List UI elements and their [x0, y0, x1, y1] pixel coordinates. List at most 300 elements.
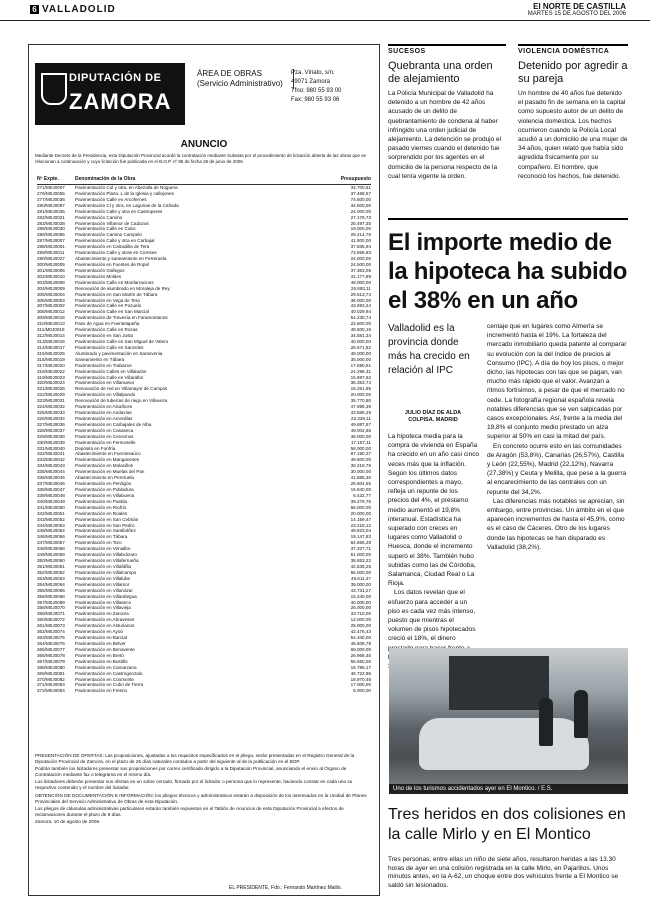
- row-budget: 23.215,12: [350, 522, 371, 528]
- row-name: Pavimentación Col y otra, en Abezalla de Noguera: [75, 185, 178, 190]
- row-budget: 17.157,11: [350, 439, 371, 445]
- row-name: Pavimentación en San Pedro: [75, 522, 135, 528]
- row-name: Pavimentación en Pobladura: [75, 487, 134, 493]
- row-number: 277/M0J0036: [37, 196, 65, 202]
- row-name: Pavimentación Calle y otra en Carbajal: [75, 238, 155, 244]
- photo-caption: Uno de los turismos accidentados ayer en El Montico. / E.S.: [389, 784, 628, 794]
- row-name: Pavimentación en Villabuena: [75, 492, 135, 498]
- row-name: Pavimentación Calles en Villalazán: [75, 368, 147, 374]
- row-budget: 40.000,00: [350, 599, 371, 605]
- newspaper-name: El NORTE DE CASTILLA: [533, 2, 626, 11]
- row-name: Pavimentación en Coomonte: [75, 676, 134, 682]
- person-shape: [539, 698, 553, 746]
- main-subhead: Valladolid es la provincia donde más ha crecido en relación al IPC: [388, 323, 470, 376]
- row-name: Renovación de alumbrado en Moraleja de Rey: [75, 285, 170, 291]
- row-number: 368/M0J0080: [37, 664, 65, 670]
- area-title: ÁREA DE OBRAS: [197, 69, 262, 78]
- row-number: 353/M0J0063: [37, 575, 65, 581]
- row-budget: 34.700,61: [350, 185, 371, 190]
- row-name: Pavimentación en Bustillo: [75, 658, 128, 664]
- row-name: Pavimentación Calle en Cubo: [75, 226, 136, 232]
- row-number: 281/M0J0035: [37, 208, 65, 214]
- row-number: 354/M0J0064: [37, 581, 65, 587]
- row-number: 321/M0J0026: [37, 386, 65, 392]
- row-name: Depósito en Fonfría: [75, 445, 116, 451]
- row-budget: 54.230,74: [350, 315, 371, 321]
- row-number: 276/M0J0055: [37, 190, 65, 196]
- story1-body: La Policía Municipal de Valladolid ha detenido a un hombre de 42 años acusado de un delito de quebrantamiento de condena al haber infringido una orden judicial de alejamiento. La detención se produjo el pasado viernes cuando el detenido fue sorprendido por los agentes en el domicilio de la persona respecto de la cual tenía vigente la orden.: [388, 90, 502, 180]
- row-budget: 25.000,00: [350, 623, 371, 629]
- row-budget: 24.298,31: [350, 368, 371, 374]
- row-budget: 39.000,00: [350, 581, 371, 587]
- area-subtitle: (Servicio Administrativo): [197, 79, 283, 88]
- row-name: Alumbrado y pavimentación en Santovenia: [75, 350, 163, 356]
- row-budget: 25.604,55: [350, 481, 371, 487]
- row-number: 310/M0J0013: [37, 321, 65, 327]
- row-number: 348/M0J0058: [37, 546, 65, 552]
- row-number: 304/M0J0009: [37, 285, 65, 291]
- row-number: 343/M0J0052: [37, 516, 65, 522]
- row-name: Pavimentación en Villabrázaro: [75, 552, 137, 558]
- row-name: Pavimentación Calle en San Marcial: [75, 309, 149, 315]
- notice-paragraph: PRESENTACIÓN DE OFERTAS: Las proposiciones, ajustadas a los requisitos especificados en el pliego, serán presentadas en el Registro General de la Diputación Provincial de Zamora, en el plazo de 26 días naturales contados a partir del siguiente al de la publicación en el BOP.: [35, 753, 355, 765]
- row-name: Pavimentación en Villalcampo: [75, 569, 137, 575]
- row-budget: 49.611,47: [350, 575, 371, 581]
- row-budget: 54.340,00: [350, 635, 371, 641]
- works-table: [37, 185, 371, 694]
- row-budget: 37.835,94: [350, 244, 371, 250]
- row-name: Pavimentación en Cubo de Tierra: [75, 682, 144, 688]
- row-budget: 15.697,62: [350, 374, 371, 380]
- row-name: Paso de Agua en Fuentelapeña: [75, 321, 140, 327]
- row-number: 286/M0J0065: [37, 232, 65, 238]
- row-number: 308/M0J0012: [37, 309, 65, 315]
- row-number: 312/M0J0014: [37, 333, 65, 339]
- row-name: Pavimentación en Benavente: [75, 646, 135, 652]
- row-number: 372/M0J0084: [37, 688, 65, 694]
- row-name: Pavimentación en Belver: [75, 640, 126, 646]
- main-col2-p2: En concreto ocurre esto en las comunidades de Aragón (53,8%), Canarias (26,57%), Castilla y León (22,55%), Madrid (22,12%), Navarra (27,38%) y Ceuta y Melilla, que pese a la guerra al encarecimiento de las centrales con un repunte del 34,2%.: [487, 442, 627, 496]
- row-name: Pavimentación Villamor de Cadozos: [75, 220, 149, 226]
- row-budget: 55.550,00: [350, 658, 371, 664]
- row-budget: 26.000,00: [350, 605, 371, 611]
- row-budget: 41.585,30: [350, 475, 371, 481]
- story2-headline: Detenido por agredir a su pareja: [518, 60, 628, 85]
- row-name: Pavimentación en Villaferrueña: [75, 558, 139, 564]
- truck-shape: [449, 656, 549, 710]
- row-number: 327/M0J0036: [37, 421, 65, 427]
- row-name: Renovación de red en Villamayor de Campos: [75, 386, 168, 392]
- row-name: Pavimentación Moldes: [75, 273, 122, 279]
- issue-date: MARTES 15 DE AGOSTO DEL 2006: [527, 11, 626, 17]
- row-number: 357/M0J0069: [37, 599, 65, 605]
- row-name: Pavimentación en Villavieja: [75, 605, 131, 611]
- row-name: Pavimentación Camino Campelo: [75, 232, 142, 238]
- row-budget: 25.497,35: [350, 220, 371, 226]
- row-number: 349/M0J0059: [37, 552, 65, 558]
- row-budget: 48.000,00: [350, 279, 371, 285]
- row-budget: 49.887,57: [350, 421, 371, 427]
- row-number: 288/M0J0001: [37, 244, 65, 250]
- row-number: 345/M0J0054: [37, 528, 65, 534]
- row-name: Pavimentación en Riofrío: [75, 504, 127, 510]
- row-name: Pavimentación en Cerecinos: [75, 433, 134, 439]
- row-name: Pavimentación en Bretó: [75, 652, 124, 658]
- row-budget: 39.218,76: [350, 463, 371, 469]
- row-name: Pavimentación en Fuentes de Ropel: [75, 261, 150, 267]
- row-name: Pavimentación en Barcial: [75, 635, 127, 641]
- row-name: Pavimentación en Ayoó: [75, 629, 123, 635]
- row-name: Pavimentación en Molacillos: [75, 463, 133, 469]
- byline-city: COLPISA. MADRID: [408, 417, 458, 423]
- main-col2-p1: centaje que en lugares como Almería se incrementó hasta el 19%. La fortaleza del mercado inmobiliario queda patente al comparar su evolución con la del índice de precios al Consumo (IPC). A día de hoy los pisos, o mejor dicho, las hipotecas con las que se pagan, van mucho más rápido que el valor. Avanzan a ritmos fortísimos, a pesar de que el mercado no cede. La fotografía regional española revela notables diferencias que se ven salpicadas por casos excepcionales. Así, frente a la media del 19,8% el conjunto medio prestado un alza superior al 50% en casi la mitad del país.: [487, 323, 627, 441]
- col-header-number: Nº Expte.: [37, 176, 59, 182]
- row-name: Pavimentación en Zamora: [75, 611, 129, 617]
- row-number: 282/M0J0021: [37, 214, 65, 220]
- row-budget: 37.468,57: [350, 190, 371, 196]
- row-name: Pavimentación en Camarzana: [75, 664, 137, 670]
- row-budget: 42.536,25: [350, 564, 371, 569]
- row-name: Pavimentación en Castrogonzalo: [75, 670, 143, 676]
- row-name: Pavimentación Calle en Sanzoles: [75, 344, 144, 350]
- row-budget: 49.823,04: [350, 528, 371, 534]
- row-name: Pavimentación en San Martín de Tábara: [75, 291, 158, 297]
- row-budget: 27.179,73: [350, 214, 371, 220]
- table-row: [37, 688, 371, 694]
- row-name: Pavimentación en Perdigón: [75, 481, 132, 487]
- row-name: Pavimentación Camino: [75, 214, 123, 220]
- row-number: 306/M0J0003: [37, 297, 65, 303]
- row-budget: 35.770,80: [350, 398, 371, 404]
- row-budget: 38.653,22: [350, 558, 371, 564]
- row-number: 283/M0J0028: [37, 220, 65, 226]
- row-name: Pavimentación Calle en Arcofernes: [75, 196, 147, 202]
- row-name: Pavimentación en Andavías: [75, 410, 132, 416]
- row-number: 360/M0J0072: [37, 617, 65, 623]
- logo-line-1: DIPUTACIÓN DE: [69, 72, 162, 84]
- notice-intro: Mediante Decreto de la Presidencia, esta Diputación Provincial acordó la contratación mediante Subasta por el procedimiento de licitación abierta de las obras que se relacionan a continuación y cuyo licitación fue publicada en el B.O.P. nº 85 de fecha 26 de junio de 2006.: [35, 153, 366, 164]
- row-number: 365/M0J0077: [37, 646, 65, 652]
- row-number: 315/M0J0025: [37, 350, 65, 356]
- row-name: Pavimentación Calle en Monfarracinos: [75, 279, 154, 285]
- row-budget: 22.600,00: [350, 321, 371, 327]
- row-budget: 17.000,00: [350, 682, 371, 688]
- row-number: 356/M0J0068: [37, 593, 65, 599]
- row-name: Pavimentación en Roales: [75, 510, 128, 516]
- row-number: 362/M0J0074: [37, 629, 65, 635]
- row-budget: 24.000,00: [350, 208, 371, 214]
- notice-paragraph: OBTENCIÓN DE DOCUMENTACIÓN E INFORMACIÓN: los pliegos técnicos y administrativos estarán a disposición de los interesados en la Unidad de Planes Provinciales del Servicio Administrativo de Obras de esta Diputación.: [35, 792, 367, 804]
- row-number: 334/M0J0043: [37, 463, 65, 469]
- row-budget: 84.656,29: [350, 540, 371, 546]
- row-name: Pavimentación Plaza. L de la Iglesia y callejones: [75, 190, 174, 196]
- row-budget: 29.613,74: [350, 291, 371, 297]
- row-budget: 19.000,00: [350, 226, 371, 232]
- row-budget: 55.000,00: [350, 569, 371, 575]
- main-col2-p3: Las diferencias más notables se aprecian, sin embargo, entre provincias. Un ámbito en el que aparecen incrementos de hasta el 45,9%, como es el caso de Cáceres. Otro de los lugares donde las hipotecas se han disparado es Valladolid (38,2%).: [487, 497, 625, 551]
- row-budget: 74.600,00: [350, 196, 371, 202]
- contact-line: Fax: 980 55 93 06: [291, 97, 340, 103]
- row-number: 364/M0J0076: [37, 640, 65, 646]
- row-number: 307/M0J0002: [37, 303, 65, 309]
- row-budget: 45.608,78: [350, 640, 371, 646]
- row-number: 287/M0J0007: [37, 238, 65, 244]
- car-shape: [419, 718, 589, 770]
- row-number: 370/M0J0082: [37, 676, 65, 682]
- row-budget: 49.600,00: [350, 457, 371, 463]
- row-budget: 20.000,00: [350, 510, 371, 516]
- row-number: 285/M0J0030: [37, 226, 65, 232]
- row-name: Pavimentación en Arcenillas: [75, 415, 133, 421]
- row-budget: 12.000,00: [350, 617, 371, 623]
- row-budget: 67.190,37: [350, 451, 371, 457]
- row-name: Pavimentación Cl y otra, en Lagunas de la Cañada: [75, 202, 179, 208]
- row-budget: 6.432,77: [353, 492, 371, 498]
- row-budget: 49.002,66: [350, 427, 371, 433]
- diputacion-logo: [35, 63, 185, 125]
- row-budget: 18.970,46: [350, 676, 371, 682]
- row-name: Pavimentación en Puebla: [75, 498, 128, 504]
- row-budget: 24.500,00: [350, 261, 371, 267]
- story3-lead: Tres personas, entre ellas un niño de siete años, resultaron heridas a las 13.30 horas de ayer en una colisión registrada en la calle Mirlo, en Pajarillos. Unos minutos antes, en la A-62, un choque entre dos vehículos frente a El Montico se saldó sin lesionados.: [388, 856, 619, 889]
- row-budget: 15.789,17: [350, 664, 371, 670]
- row-number: 342/M0J0051: [37, 510, 65, 516]
- section-title: VALLADOLID: [42, 4, 116, 15]
- row-name: Pavimentación en Venialbo: [75, 546, 131, 552]
- row-budget: 37.327,71: [350, 546, 371, 552]
- row-name: Pavimentación en Carbajales de Alba: [75, 421, 152, 427]
- row-budget: 43.689,29: [350, 410, 371, 416]
- row-name: Pavimentación Calle en San Miguel de Valero: [75, 338, 169, 344]
- col-header-name: Denominación de la Obra: [75, 176, 136, 182]
- row-number: 289/M0J0011: [37, 250, 65, 256]
- contact-line: Tfno: 980 55 93 00: [291, 88, 342, 94]
- row-budget: 49.500,16: [350, 327, 371, 333]
- row-name: Pavimentación en Fresno: [75, 688, 128, 694]
- story3-headline: Tres heridos en dos colisiones en la calle Mirlo y en El Montico: [388, 806, 626, 843]
- row-name: Abastecimiento en Fuentesaúco: [75, 451, 141, 457]
- row-budget: 30.000,00: [350, 469, 371, 475]
- notice-title: ANUNCIO: [180, 139, 228, 150]
- row-number: 361/M0J0073: [37, 623, 65, 629]
- main-headline: El importe medio de la hipoteca ha subido el 38% en un año: [388, 229, 628, 314]
- row-budget: 47.996,39: [350, 404, 371, 410]
- row-number: 326/M0J0034: [37, 415, 65, 421]
- row-number: 366/M0J0078: [37, 652, 65, 658]
- row-number: 322/M0J0029: [37, 392, 65, 398]
- notice-conditions: [35, 753, 373, 826]
- row-name: Pavimentación en Villafáfila: [75, 564, 132, 569]
- row-name: Abastecimiento en Pereruela: [75, 475, 134, 481]
- row-number: 351/M0J0061: [37, 564, 65, 569]
- row-number: 319/M0J0023: [37, 374, 65, 380]
- row-name: Pavimentación en San Cebrián: [75, 516, 139, 522]
- row-number: 317/M0J0020: [37, 362, 65, 368]
- row-name: Pavimentación en Calzadilla de Tera: [75, 244, 150, 250]
- row-budget: 56.000,00: [350, 504, 371, 510]
- row-budget: 15.251,95: [350, 386, 371, 392]
- row-budget: 26.693,11: [350, 285, 371, 291]
- row-budget: 51.000,00: [350, 552, 371, 558]
- row-name: Pavimentación en Manganeses: [75, 457, 140, 463]
- row-budget: 29.214,76: [350, 232, 371, 238]
- row-name: Pavimentación en Fermoselle: [75, 439, 136, 445]
- row-number: 303/M0J0008: [37, 279, 65, 285]
- row-number: 369/M0J0081: [37, 670, 65, 676]
- row-name: Pavimentación en Villamor: [75, 581, 130, 587]
- col-header-budget: Presupuesto: [340, 176, 371, 182]
- row-number: 271/M0J0007: [37, 185, 65, 190]
- row-name: Pavimentación Calle en Rozas: [75, 327, 138, 333]
- row-number: 328/M0J0037: [37, 427, 65, 433]
- row-budget: 20.000,00: [350, 392, 371, 398]
- row-budget: 48.000,00: [350, 350, 371, 356]
- row-number: 340/M0J0049: [37, 498, 65, 504]
- row-number: 318/M0J0022: [37, 368, 65, 374]
- row-name: Pavimentación en Casaseca: [75, 427, 134, 433]
- row-number: 290/M0J0027: [37, 256, 65, 262]
- row-name: Pavimentación Calle en Villaralbo: [75, 374, 144, 380]
- page-header: [0, 0, 650, 21]
- row-budget: 46.722,96: [350, 670, 371, 676]
- byline-author: JULIO DÍAZ DE ALDA: [404, 410, 462, 416]
- notice-paragraph: Podrán también los licitadores presentar sus proposiciones por correo certificado dirigido a la Diputación Provincial, anunciando el envío al Órgano de Contratación mediante fax o telegrama en el mismo día.: [35, 766, 347, 778]
- row-number: 311/M0J0018: [37, 327, 65, 333]
- row-number: 331/M0J0040: [37, 445, 65, 451]
- row-budget: 41.600,00: [350, 238, 371, 244]
- notice-paragraph: Los licitadores deberán presentar sus ofertas en un sobre cerrado, firmado por el licitador o persona que lo represente, haciendo constar en cada uno su respectivo contenido y el nombre del licitador.: [35, 779, 353, 791]
- row-number: 323/M0J0031: [37, 398, 65, 404]
- row-budget: 43.731,27: [350, 587, 371, 593]
- row-name: Pavimentación en Toro: [75, 540, 122, 546]
- row-budget: 15.240,00: [350, 593, 371, 599]
- row-number: 301/M0J0006: [37, 267, 65, 273]
- row-budget: 41.177,89: [350, 273, 371, 279]
- row-number: 309/M0J0015: [37, 315, 65, 321]
- row-number: 336/M0J0045: [37, 475, 65, 481]
- row-number: 344/M0J0053: [37, 522, 65, 528]
- row-number: 329/M0J0038: [37, 433, 65, 439]
- row-budget: 22.339,11: [350, 415, 371, 421]
- row-budget: 40.000,00: [350, 338, 371, 344]
- row-number: 314/M0J0017: [37, 344, 65, 350]
- row-number: 337/M0J0046: [37, 481, 65, 487]
- row-budget: 36.000,00: [350, 297, 371, 303]
- row-number: 346/M0J0056: [37, 534, 65, 540]
- table-header: [37, 176, 371, 185]
- contact-block: [291, 69, 341, 105]
- area-label: [197, 69, 294, 89]
- row-name: Pavimentación de Travesía en Faramontanos: [75, 315, 168, 321]
- row-name: Saneamiento en Tábara: [75, 356, 125, 362]
- row-name: Pavimentación en Villaseco: [75, 599, 132, 605]
- row-budget: 24.000,00: [350, 256, 371, 262]
- contact-line: 49071 Zamora: [291, 79, 331, 85]
- row-budget: 73.658,83: [350, 250, 371, 256]
- row-number: 300/M0J0005: [37, 261, 65, 267]
- row-number: 305/M0J0004: [37, 291, 65, 297]
- notice-paragraph: Los pliegos de cláusulas administrativas particulares estarán también expuestos en el Tablón de Anuncios de esta Diputación Provincial a efectos de reclamaciones durante el plazo de 8 días.: [35, 805, 344, 817]
- row-budget: 14.159,47: [350, 516, 371, 522]
- row-number: 371/M0J0083: [37, 682, 65, 688]
- main-col1-p2: Los datos revelan que el esfuerzo para acceder a un piso es cada vez más intenso, puesto que mientras el volumen de pisos hipotecados creció el 18%, el dinero: [388, 589, 476, 643]
- page-number: 6: [30, 5, 39, 14]
- story1-kicker: SUCESOS: [388, 44, 506, 55]
- row-budget: 25.571,82: [350, 344, 371, 350]
- main-body-col2: [487, 322, 628, 552]
- row-name: Pavimentación en Tábara: [75, 534, 128, 540]
- main-story-rule: [388, 218, 628, 220]
- story2-body: Un hombre de 40 años fue detenido el pasado fin de semana en la capital como supuesto autor de un delito de violencia doméstica. Los hechos ocurrieron cuando la Policía Local acudió a un domicilio de una mujer de 34 años, quien relató que había sido agredida físicamente por su compañero. El hombre, que reconoció los hechos, fue detenido.: [518, 90, 628, 180]
- row-number: 333/M0J0042: [37, 457, 65, 463]
- row-budget: 34.600,00: [350, 202, 371, 208]
- row-budget: 36.353,74: [350, 380, 371, 386]
- row-name: Pavimentación en Asturianos: [75, 623, 135, 629]
- row-budget: 58.000,00: [350, 445, 371, 451]
- row-budget: 39.279,75: [350, 498, 371, 504]
- row-name: Pavimentación en Villardiegua: [75, 593, 137, 599]
- row-budget: 5.000,00: [353, 688, 371, 694]
- row-number: 358/M0J0070: [37, 605, 65, 611]
- row-name: Pavimentación Calle y otra en Castroperes: [75, 208, 163, 214]
- row-number: 335/M0J0044: [37, 469, 65, 475]
- public-notice-ad: [28, 44, 380, 896]
- row-budget: 33.710,00: [350, 611, 371, 617]
- row-number: 355/M0J0066: [37, 587, 65, 593]
- row-name: Pavimentación Calle y otras en Coreses: [75, 250, 157, 256]
- row-name: Pavimentación en San Justo: [75, 333, 134, 339]
- row-number: 338/M0J0047: [37, 487, 65, 493]
- row-name: Pavimentación en Vega de Tera: [75, 297, 140, 303]
- row-number: 347/M0J0057: [37, 540, 65, 546]
- row-number: 280/M0J0067: [37, 202, 65, 208]
- row-budget: 35.000,00: [350, 356, 371, 362]
- row-number: 330/M0J0039: [37, 439, 65, 445]
- crest-icon: [41, 73, 67, 105]
- main-col1-p1: La hipoteca media para la compra de vivienda en España ha crecido en un año casi cinco veces más que la inflación. Según los últimos datos correspondientes a mayo, refleja un repunte de los precios del 4%, el préstamo medio aumentó el 19,8% interanual. Estadística ha superado con creces en lugares como Valladolid o Huesca, donde el incremento superó el 38%. También hubo subidas como las de Córdoba, Salamanca, Ciudad Real o La Rioja.: [388, 433, 480, 588]
- row-number: 332/M0J0041: [37, 451, 65, 457]
- row-number: 320/M0J0024: [37, 380, 65, 386]
- row-budget: 17.590,51: [350, 362, 371, 368]
- row-name: Pavimentación en Muelas del Pan: [75, 469, 145, 475]
- accident-photo: [389, 648, 628, 794]
- row-budget: 69.000,00: [350, 646, 371, 652]
- row-number: 302/M0J0010: [37, 273, 65, 279]
- row-name: Pavimentación en Villalube: [75, 575, 131, 581]
- main-body-col1: [388, 432, 480, 671]
- byline: [388, 410, 478, 424]
- row-number: 339/M0J0048: [37, 492, 65, 498]
- signature: EL PRESIDENTE, Fdo.: Fernando Martínez Maillo.: [229, 885, 342, 891]
- row-name: Pavimentación Calle en Pozuelo: [75, 303, 142, 309]
- row-budget: 26.968,45: [350, 652, 371, 658]
- row-number: 350/M0J0060: [37, 558, 65, 564]
- story2-kicker: VIOLENCIA DOMÉSTICA: [518, 44, 628, 55]
- row-name: Pavimentación en Santibáñez: [75, 528, 136, 534]
- row-number: 341/M0J0050: [37, 504, 65, 510]
- row-budget: 34.581,34: [350, 333, 371, 339]
- row-budget: 48.000,00: [350, 433, 371, 439]
- row-name: Pavimentación en Villanázar: [75, 587, 133, 593]
- row-number: 352/M0J0062: [37, 569, 65, 575]
- row-number: 313/M0J0016: [37, 338, 65, 344]
- row-name: Pavimentación en Villalpando: [75, 392, 136, 398]
- row-number: 363/M0J0075: [37, 635, 65, 641]
- row-name: Pavimentación en Trabazos: [75, 362, 132, 368]
- row-name: Abastecimiento y saneamiento en Ferreruela: [75, 256, 167, 262]
- row-number: 324/M0J0032: [37, 404, 65, 410]
- row-number: 325/M0J0033: [37, 410, 65, 416]
